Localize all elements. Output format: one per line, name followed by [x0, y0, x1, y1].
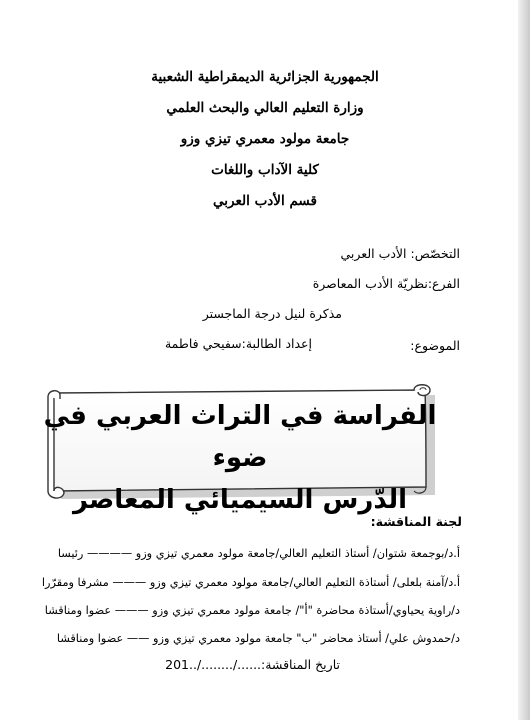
university-name: جامعة مولود معمري تيزي وزو: [180, 131, 350, 147]
committee-member-2: أ.د/آمنة بلعلى/ أستاذة التعليم العالي/جامعة مولود معمري تيزي وزو ——— مشرفا ومقرّرا: [41, 576, 460, 589]
committee-member-3: د/راوية يحياوي/أستاذة محاضرة "أ"/ جامعة مولود معمري تيزي وزو ——— عضوا ومناقشا: [44, 604, 460, 617]
faculty-name: كلية الآداب واللغات: [211, 162, 319, 178]
institution-header: [0, 62, 530, 217]
defense-date: تاريخ المناقشة:....../......../..201: [165, 657, 340, 672]
title-scroll-banner: [40, 381, 440, 515]
republic-name: الجمهورية الجزائرية الديمقراطية الشعبية: [151, 69, 379, 85]
committee-member-1: أ.د/بوجمعة شتوان/ أستاذ التعليم العالي/جامعة مولود معمري تيزي وزو ———— رئيسا: [57, 547, 460, 560]
branch-line: الفرع:نظريّة الأدب المعاصرة: [312, 276, 460, 291]
ministry-name: وزارة التعليم العالي والبحث العلمي: [166, 100, 364, 116]
specialty-line: التخصّص: الأدب العربي: [340, 246, 460, 261]
committee-member-4: د/حمدوش علي/ أستاذ محاضر "ب" جامعة مولود معمري تيزي وزو —— عضوا ومناقشا: [56, 632, 460, 645]
committee-heading: لجنة المناقشة:: [370, 514, 462, 529]
thesis-title-line2: الدّرس السيميائي المعاصر: [72, 485, 408, 515]
student-name: إعداد الطالبة:سفيحي فاطمة: [164, 336, 312, 351]
department-name: قسم الأدب العربي: [213, 193, 317, 209]
thesis-title-line1: الفراسة في التراث العربي في ضوء: [43, 401, 437, 473]
thesis-title: [40, 395, 440, 521]
subject-label: الموضوع:: [410, 338, 460, 353]
degree-line: مذكرة لنيل درجة الماجستر: [202, 306, 342, 321]
